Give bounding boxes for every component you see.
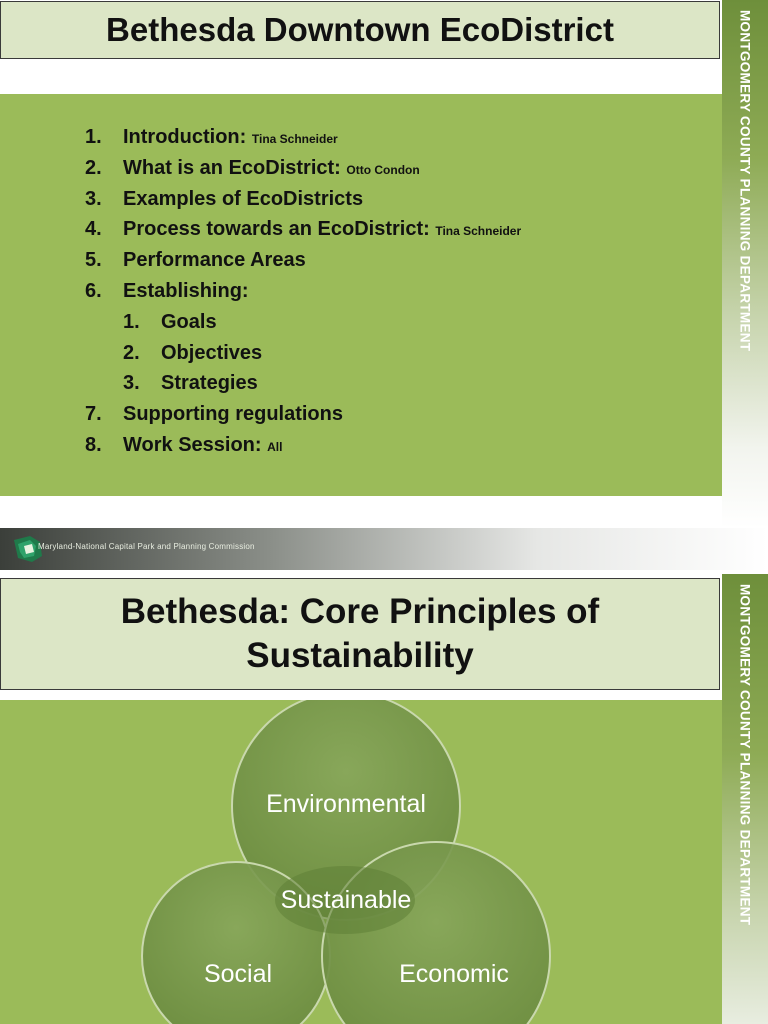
venn-label-sustainable: Sustainable xyxy=(280,886,412,914)
agenda-subitem xyxy=(85,307,521,338)
agenda-item xyxy=(85,184,521,215)
agenda-item xyxy=(85,399,521,430)
agenda-item xyxy=(85,153,521,184)
agenda-presenter: Tina Schneider xyxy=(435,224,522,239)
venn-label-social: Social xyxy=(203,960,273,988)
agenda-item xyxy=(85,276,521,307)
footer-text: Maryland-National Capital Park and Planning Commission xyxy=(38,542,255,551)
department-label: MONTGOMERY COUNTY PLANNING DEPARTMENT xyxy=(737,584,753,926)
agenda-number: 6. xyxy=(85,279,102,302)
slide-title xyxy=(0,578,720,690)
agenda-text: Goals xyxy=(161,310,217,333)
agenda-text: What is an EcoDistrict: xyxy=(123,156,341,179)
agenda-number: 4. xyxy=(85,218,102,241)
venn-label-environmental: Environmental xyxy=(266,790,426,818)
agenda-number: 7. xyxy=(85,403,102,426)
agenda-text: Examples of EcoDistricts xyxy=(123,187,364,210)
slide-title xyxy=(0,1,720,59)
venn-diagram xyxy=(0,700,722,1024)
agenda-number: 1. xyxy=(123,310,140,333)
agenda-number: 3. xyxy=(123,372,140,395)
agenda-text: Strategies xyxy=(161,372,258,395)
agenda-number: 5. xyxy=(85,249,102,272)
slide-core-principles xyxy=(0,570,768,1024)
agenda-number: 1. xyxy=(85,126,102,148)
agenda-item xyxy=(85,430,521,461)
agenda-text: Supporting regulations xyxy=(123,403,343,426)
venn-label-economic: Economic xyxy=(399,960,509,988)
agenda-number: 2. xyxy=(85,156,102,179)
agenda-text: Performance Areas xyxy=(123,249,306,272)
agenda-text: Establishing: xyxy=(123,279,249,302)
agenda-item xyxy=(85,214,521,245)
agenda-item xyxy=(85,122,521,153)
agenda-presenter: All xyxy=(267,439,283,454)
agenda-item xyxy=(85,245,521,276)
agenda-text: Objectives xyxy=(161,341,263,364)
agenda-presenter: Tina Schneider xyxy=(251,132,338,146)
agenda-presenter: Otto Condon xyxy=(346,162,420,177)
agenda-subitem xyxy=(85,338,521,369)
slide-title-text: Bethesda Downtown EcoDistrict xyxy=(106,11,614,48)
side-strip xyxy=(722,574,768,1024)
footer-bar xyxy=(0,528,768,570)
agenda-number: 8. xyxy=(85,433,102,456)
agenda-number: 3. xyxy=(85,187,102,210)
agenda-text: Work Session: xyxy=(123,433,262,456)
agenda-text: Process towards an EcoDistrict: xyxy=(123,218,430,241)
agenda-number: 2. xyxy=(123,341,140,364)
agenda-text: Introduction: xyxy=(123,126,247,148)
agenda-subitem xyxy=(85,368,521,399)
department-label: MONTGOMERY COUNTY PLANNING DEPARTMENT xyxy=(737,10,753,352)
agenda-list xyxy=(85,122,521,461)
slide-title-text: Bethesda: Core Principles of Sustainability xyxy=(120,592,600,675)
side-strip xyxy=(722,0,768,528)
